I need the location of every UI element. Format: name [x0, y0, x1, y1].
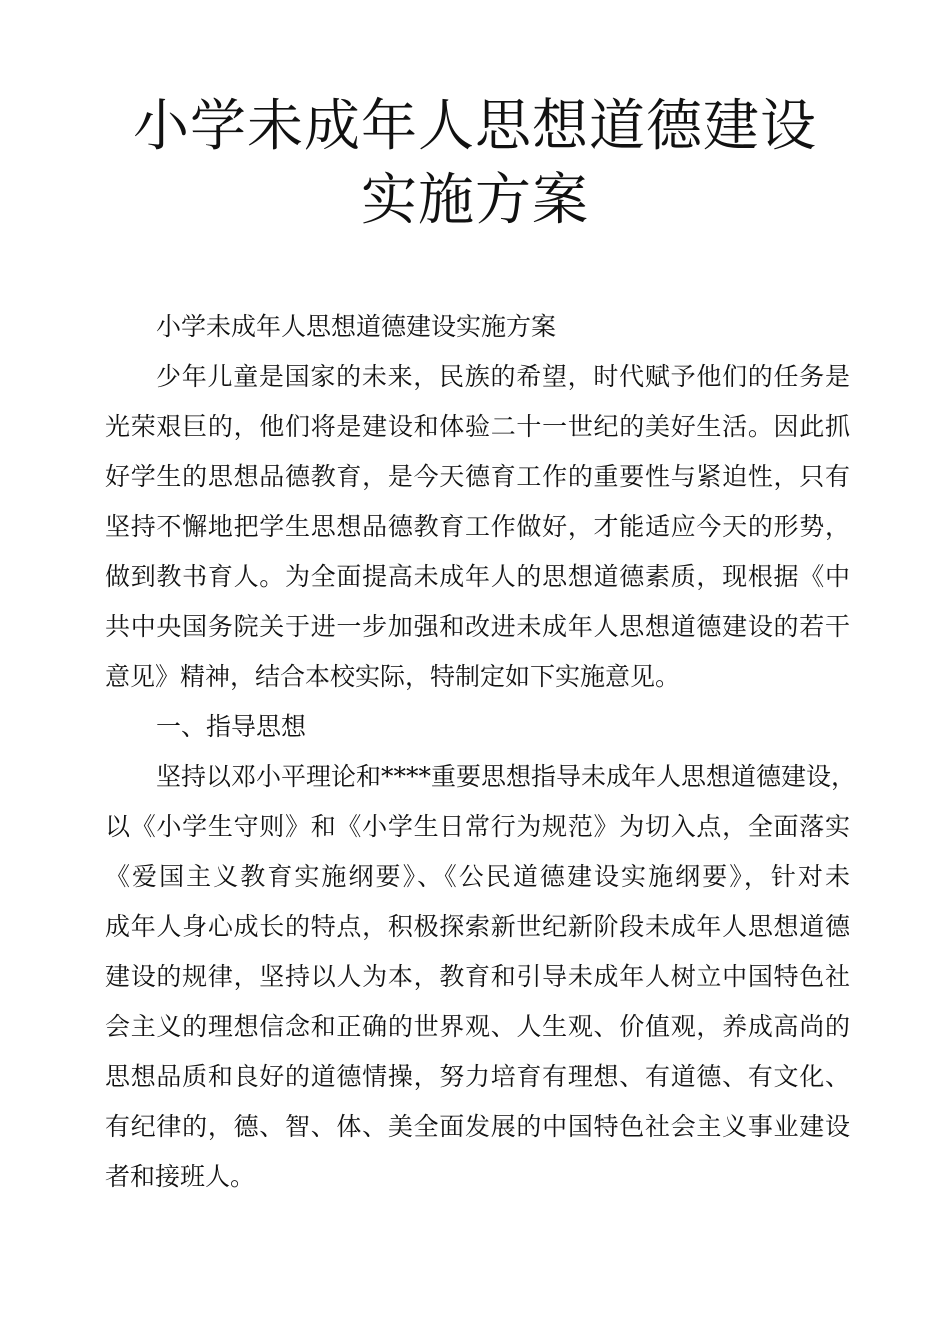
intro-line: 少年儿童是国家的未来，民族的希望，时代赋予他们的任务是 — [156, 362, 850, 391]
section-line: 会主义的理想信念和正确的世界观、人生观、价值观，养成高尚的 — [105, 1012, 850, 1041]
section-heading: 一、指导思想 — [156, 712, 307, 741]
intro-line: 意见》精神，结合本校实际，特制定如下实施意见。 — [105, 662, 681, 691]
intro-line: 好学生的思想品德教育，是今天德育工作的重要性与紧迫性，只有 — [105, 462, 850, 491]
section-line: 思想品质和良好的道德情操，努力培育有理想、有道德、有文化、 — [105, 1062, 850, 1091]
section-line: 者和接班人。 — [105, 1162, 256, 1191]
intro-line: 光荣艰巨的，他们将是建设和体验二十一世纪的美好生活。因此抓 — [105, 412, 850, 441]
intro-line: 做到教书育人。为全面提高未成年人的思想道德素质，现根据《中 — [105, 562, 850, 591]
section-line: 以《小学生守则》和《小学生日常行为规范》为切入点，全面落实 — [105, 812, 850, 841]
document-body — [105, 302, 857, 1202]
document-title-line-2: 实施方案 — [361, 168, 589, 233]
section-line: 成年人身心成长的特点，积极探索新世纪新阶段未成年人思想道德 — [105, 912, 850, 941]
section-line: 有纪律的，德、智、体、美全面发展的中国特色社会主义事业建设 — [105, 1112, 850, 1141]
section-line: 《爱国主义教育实施纲要》、《公民道德建设实施纲要》，针对未 — [105, 862, 850, 891]
document-subtitle: 小学未成年人思想道德建设实施方案 — [156, 312, 557, 341]
section-line: 坚持以邓小平理论和****重要思想指导未成年人思想道德建设， — [156, 762, 857, 791]
section-line: 建设的规律，坚持以人为本，教育和引导未成年人树立中国特色社 — [105, 962, 850, 991]
intro-line: 坚持不懈地把学生思想品德教育工作做好，才能适应今天的形势， — [105, 512, 850, 541]
document-title-line-1: 小学未成年人思想道德建设 — [133, 94, 817, 159]
intro-line: 共中央国务院关于进一步加强和改进未成年人思想道德建设的若干 — [105, 612, 850, 641]
